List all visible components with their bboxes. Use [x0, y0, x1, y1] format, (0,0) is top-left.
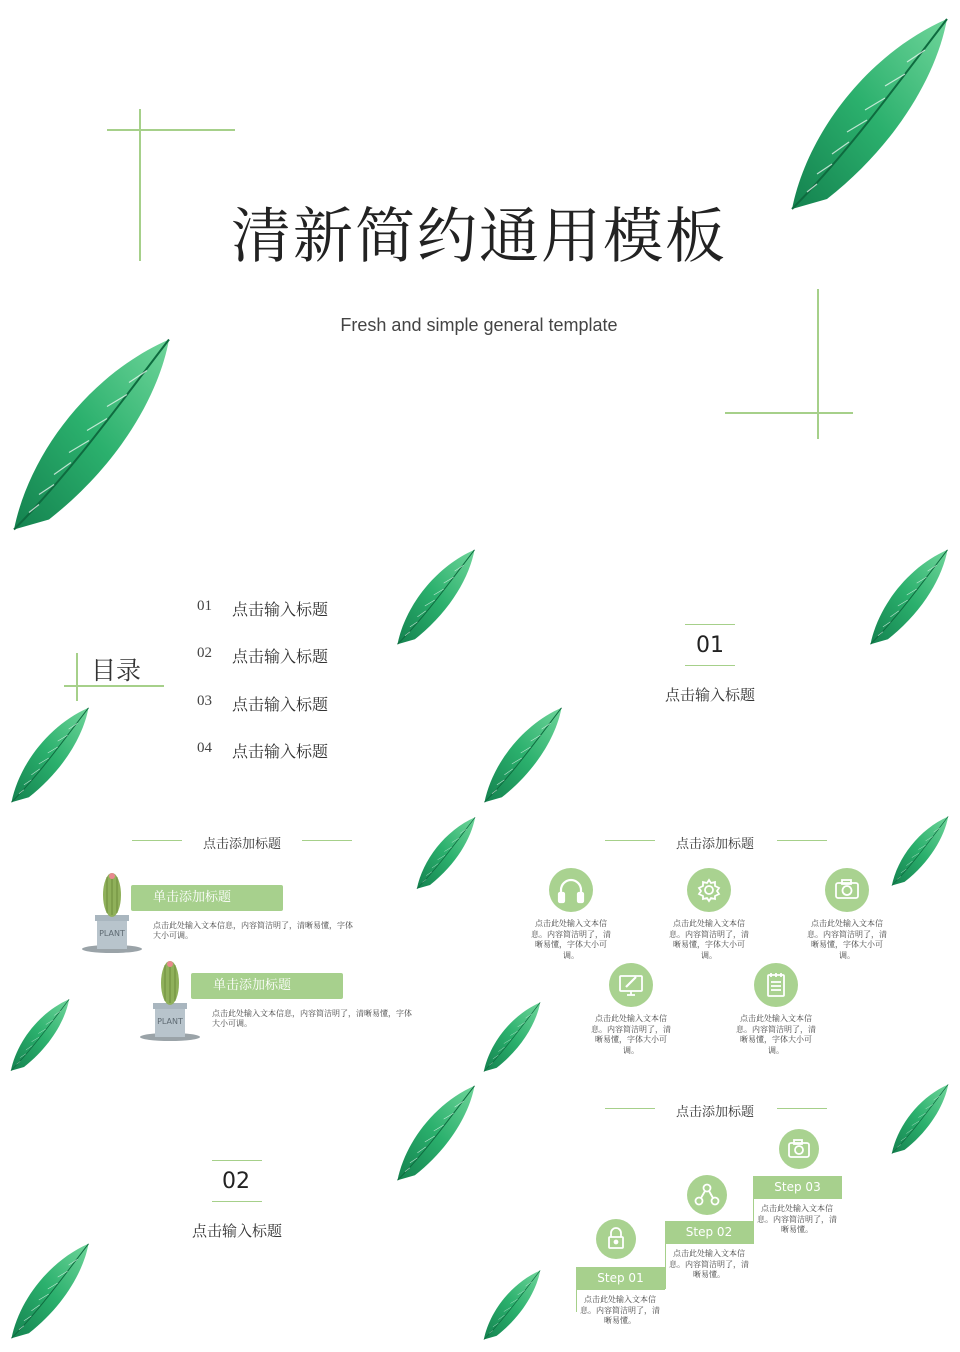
item-description[interactable]: 点击此处输入文本信息。内容简洁明了，清晰易懂，字体大小可调。: [736, 1014, 816, 1055]
item-description[interactable]: 点击此处输入文本信息。内容简洁明了，清晰易懂，字体大小可调。: [591, 1014, 671, 1055]
leaf-image: [395, 545, 477, 649]
step-description[interactable]: 点击此处输入文本信息。内容简洁明了，清晰易懂。: [669, 1249, 749, 1279]
share-icon: [687, 1175, 727, 1215]
item-description[interactable]: 点击此处输入文本信息，内容简洁明了，清晰易懂，字体大小可调。: [153, 921, 353, 940]
toc-title: 目录: [91, 656, 142, 685]
corner-line: [725, 412, 853, 414]
item-description[interactable]: 点击此处输入文本信息。内容简洁明了，清晰易懂，字体大小可调。: [807, 919, 887, 960]
toc-slide: [9, 545, 477, 807]
header-line: [777, 840, 827, 841]
toc-item-label[interactable]: 点击输入标题: [232, 647, 329, 666]
item-description[interactable]: 点击此处输入文本信息，内容简洁明了，清晰易懂，字体大小可调。: [212, 1009, 412, 1028]
step-label[interactable]: Step 01: [576, 1267, 665, 1290]
slide-header[interactable]: 点击添加标题: [675, 1105, 754, 1120]
item-description[interactable]: 点击此处输入文本信息。内容简洁明了，清晰易懂，字体大小可调。: [669, 919, 749, 960]
toc-accent-line: [76, 653, 78, 701]
leaf-image: [482, 1267, 542, 1343]
step-label[interactable]: Step 03: [753, 1176, 842, 1199]
slide-header[interactable]: 点击添加标题: [675, 837, 754, 852]
leaf-image: [868, 545, 950, 649]
leaf-image: [482, 703, 564, 807]
toc-item-label[interactable]: 点击输入标题: [232, 695, 329, 714]
section-line: [212, 1160, 262, 1161]
camera-icon: [779, 1129, 819, 1169]
toc-item-number: 03: [197, 693, 212, 709]
header-line: [777, 1108, 827, 1109]
toc-item-number: 01: [197, 598, 212, 614]
step-line: [576, 1290, 577, 1312]
step-label[interactable]: Step 02: [665, 1221, 753, 1244]
item-description[interactable]: 点击此处输入文本信息。内容简洁明了，清晰易懂，字体大小可调。: [531, 919, 611, 960]
step-line: [753, 1199, 754, 1244]
leaf-image: [787, 9, 951, 219]
lock-icon: [596, 1219, 636, 1259]
section-slide-01: [482, 545, 951, 807]
leaf-image: [890, 1081, 950, 1157]
toc-item-number: 04: [197, 740, 212, 756]
header-line: [132, 840, 182, 841]
step-description[interactable]: 点击此处输入文本信息。内容简洁明了，清晰易懂。: [580, 1295, 660, 1325]
section-slide-02: [9, 1081, 477, 1343]
section-line: [685, 624, 735, 625]
svg-text:PLANT: PLANT: [99, 929, 125, 938]
section-line: [212, 1201, 262, 1202]
section-title[interactable]: 点击输入标题: [664, 686, 755, 704]
cover-slide: [9, 9, 951, 538]
steps-slide: [482, 1081, 951, 1343]
slide-header[interactable]: 点击添加标题: [202, 837, 281, 852]
leaf-image: [9, 327, 174, 538]
toc-item-number: 02: [197, 645, 212, 661]
section-title[interactable]: 点击输入标题: [191, 1222, 282, 1240]
section-line: [685, 665, 735, 666]
leaf-image: [9, 703, 91, 807]
header-line: [605, 1108, 655, 1109]
item-title-pill[interactable]: 单击添加标题: [131, 885, 283, 911]
toc-item-label[interactable]: 点击输入标题: [232, 600, 329, 619]
step-description[interactable]: 点击此处输入文本信息。内容简洁明了，清晰易懂。: [757, 1204, 837, 1234]
leaf-image: [890, 813, 950, 889]
cover-subtitle: Fresh and simple general template: [340, 315, 618, 335]
notepad-icon: [754, 963, 798, 1007]
header-line: [605, 840, 655, 841]
leaf-image: [9, 1239, 91, 1343]
header-line: [302, 840, 352, 841]
cover-title: 清新简约通用模板: [231, 202, 727, 272]
corner-line: [107, 129, 235, 131]
toc-item-label[interactable]: 点击输入标题: [232, 742, 329, 761]
item-title-pill[interactable]: 单击添加标题: [191, 973, 343, 999]
leaf-image: [415, 813, 477, 893]
headphones-icon: [549, 868, 593, 912]
leaf-image: [395, 1081, 477, 1185]
leaf-image: [9, 995, 71, 1075]
step-line: [665, 1244, 666, 1289]
svg-text:PLANT: PLANT: [157, 1017, 183, 1026]
gear-icon: [687, 868, 731, 912]
camera-icon: [825, 868, 869, 912]
monitor-pen-icon: [609, 963, 653, 1007]
corner-line: [817, 289, 819, 439]
icons-slide: [482, 813, 951, 1075]
leaf-image: [482, 999, 542, 1075]
cactus-slide: [9, 813, 477, 1075]
section-number: 01: [696, 633, 724, 658]
section-number: 02: [222, 1169, 250, 1194]
